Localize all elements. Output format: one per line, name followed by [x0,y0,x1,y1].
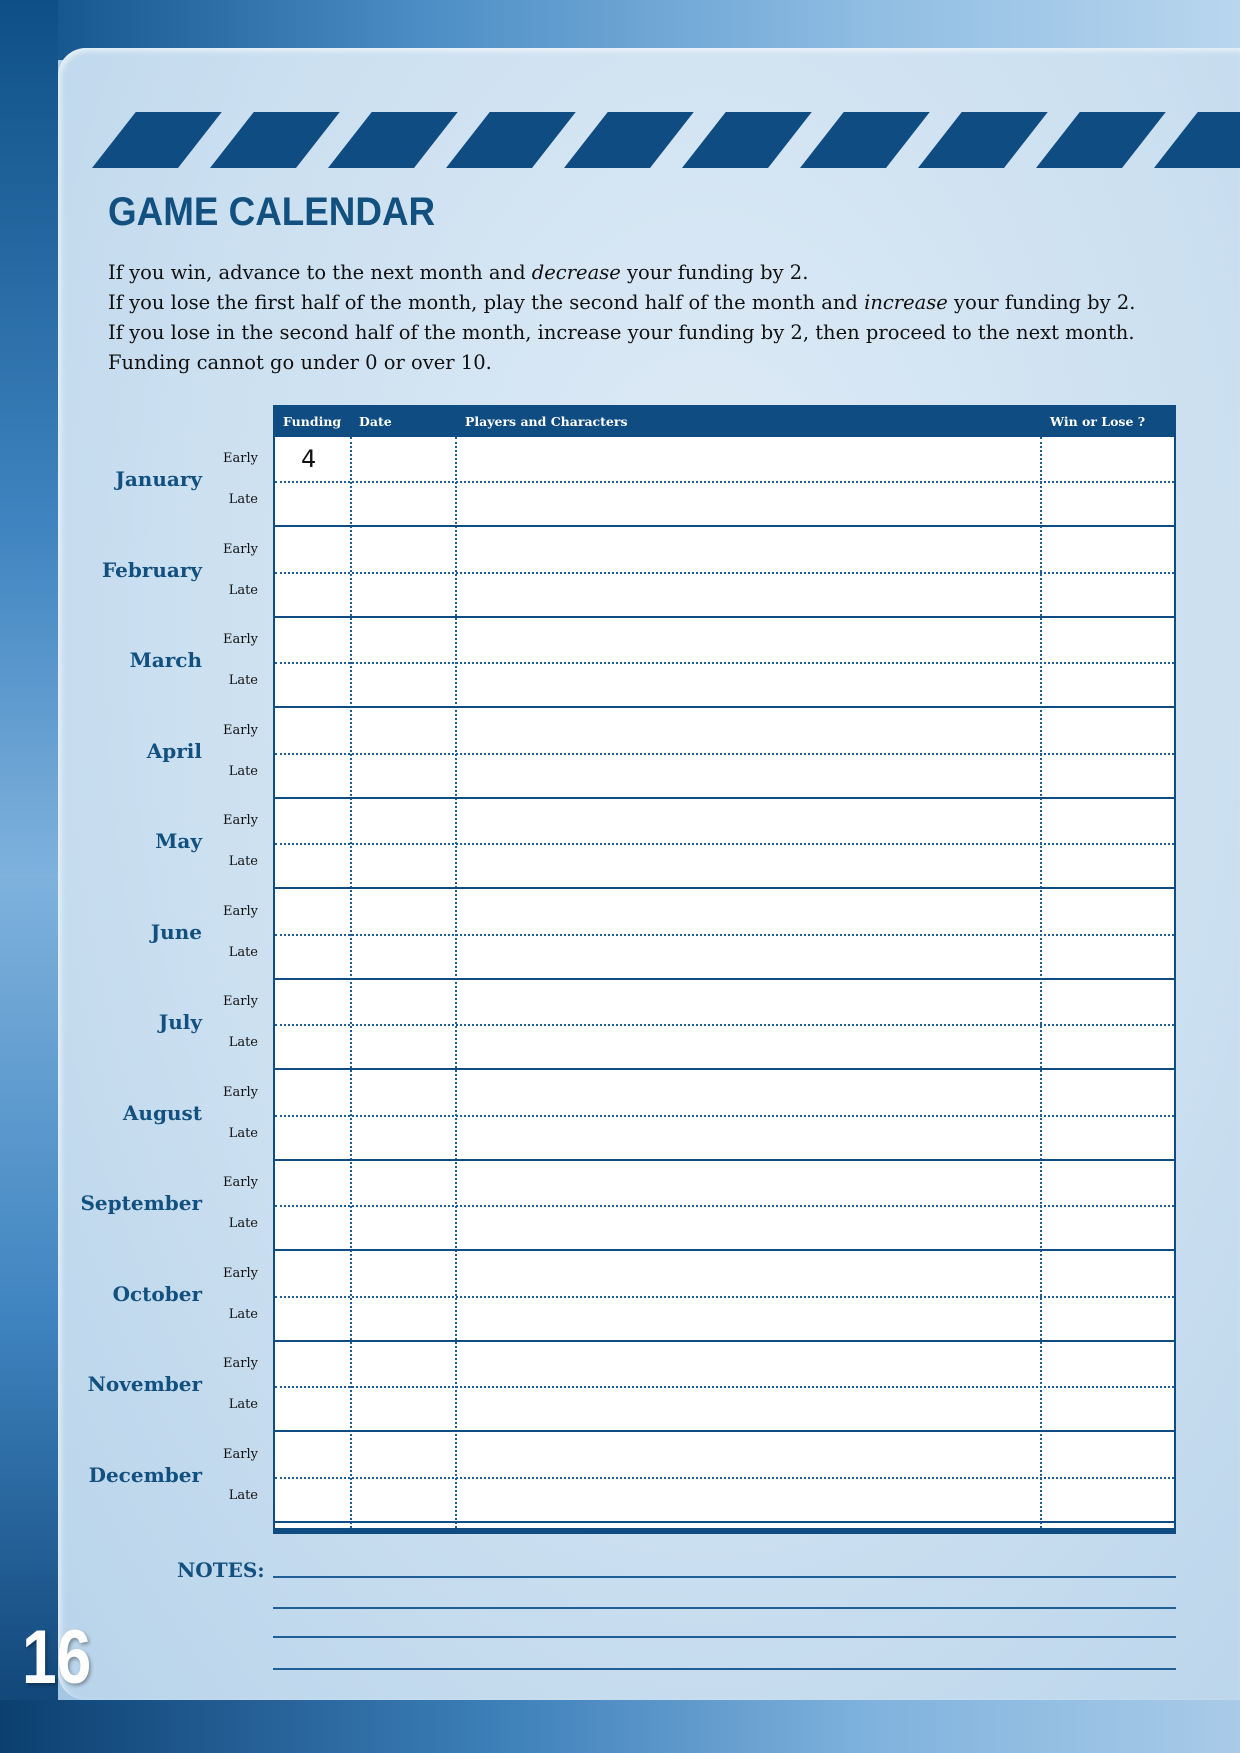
rule-text: If you win, advance to the next month and [108,261,532,284]
rule-line-lose-first-half [108,288,1218,318]
half-month-divider [275,1296,1174,1298]
hazard-stripes [92,112,1240,168]
funding-early-value[interactable]: 4 [301,445,317,473]
half-month-divider [275,1024,1174,1026]
month-label: November [87,1372,202,1396]
hazard-stripe [682,112,812,168]
month-row-november [275,1342,1174,1432]
month-row-june [275,890,1174,980]
decorative-bottom-border [0,1700,1240,1753]
late-label: Late [228,1216,258,1231]
month-label: April [146,738,202,763]
early-label: Early [223,903,258,919]
calendar-table [273,405,1176,1534]
month-label: March [129,648,202,672]
hazard-stripe [564,112,694,168]
hazard-stripe [446,112,576,168]
rule-text: If you lose the first half of the month, play the second half of the month and [108,291,865,314]
month-label: August [122,1100,202,1125]
rule-emphasis: increase [864,291,948,314]
rule-line-win [108,258,1218,288]
page-number: 16 [22,1615,92,1700]
month-label: October [112,1281,202,1306]
early-label: Early [223,722,258,738]
late-label: Late [228,1125,258,1141]
hazard-stripe [210,112,340,168]
notes-line[interactable] [273,1636,1176,1638]
late-label: Late [228,944,258,960]
header-players: Players and Characters [465,414,628,429]
half-month-divider [275,481,1174,483]
early-label: Early [223,1356,258,1371]
hazard-stripe [1036,112,1166,168]
month-row-august [275,1071,1174,1161]
month-label: May [155,829,202,853]
hazard-stripe [328,112,458,168]
month-row-january [275,437,1174,527]
late-label: Late [228,763,258,779]
month-label: December [88,1462,202,1487]
month-row-april [275,709,1174,799]
hazard-stripe [1154,112,1240,168]
half-month-divider [275,1477,1174,1479]
half-month-divider [275,934,1174,936]
early-label: Early [223,541,258,557]
rule-line-funding-limit: Funding cannot go under 0 or over 10. [108,351,492,374]
month-row-september [275,1161,1174,1251]
month-label: January [115,467,202,491]
early-label: Early [223,1265,258,1281]
month-label: June [150,919,202,944]
rule-line-lose-second-half: If you lose in the second half of the month, increase your funding by 2, then proceed to the next month. [108,321,1135,344]
late-label: Late [228,582,258,598]
half-month-divider [275,572,1174,574]
half-month-divider [275,1205,1174,1207]
month-row-february [275,528,1174,618]
notes-line[interactable] [273,1668,1176,1670]
early-label: Early [223,1084,258,1100]
early-label: Early [223,632,258,647]
late-label: Late [228,1035,258,1050]
half-month-divider [275,843,1174,845]
month-label: September [80,1191,202,1215]
half-month-divider [275,1386,1174,1388]
month-row-july [275,980,1174,1070]
rule-text: your funding by 2. [620,261,809,284]
late-label: Late [228,854,258,869]
hazard-stripe [800,112,930,168]
hazard-stripe [918,112,1048,168]
late-label: Late [228,1487,258,1503]
month-row-december [275,1433,1174,1523]
decorative-left-border [0,0,58,1753]
notes-line[interactable] [273,1576,1176,1578]
early-label: Early [223,1446,258,1462]
header-date: Date [359,414,392,429]
half-month-divider [275,1115,1174,1117]
rule-text: your funding by 2. [947,291,1136,314]
early-label: Early [223,994,258,1009]
half-month-divider [275,753,1174,755]
late-label: Late [228,673,258,688]
late-label: Late [228,1306,258,1322]
page-title: GAME CALENDAR [108,190,436,234]
header-funding: Funding [283,414,342,429]
rule-emphasis: decrease [531,261,621,284]
month-row-october [275,1252,1174,1342]
month-row-may [275,799,1174,889]
hazard-stripe [92,112,222,168]
month-label: July [158,1010,202,1034]
header-win-or-lose: Win or Lose ? [1050,414,1146,429]
early-label: Early [223,1175,258,1190]
table-header [275,405,1174,437]
notes-line[interactable] [273,1607,1176,1609]
rules-text [108,258,1218,378]
half-month-divider [275,662,1174,664]
late-label: Late [228,492,258,507]
early-label: Early [223,451,258,466]
late-label: Late [228,1397,258,1412]
early-label: Early [223,813,258,828]
month-row-march [275,618,1174,708]
month-label: February [101,557,202,582]
notes-label: NOTES: [177,1558,265,1582]
